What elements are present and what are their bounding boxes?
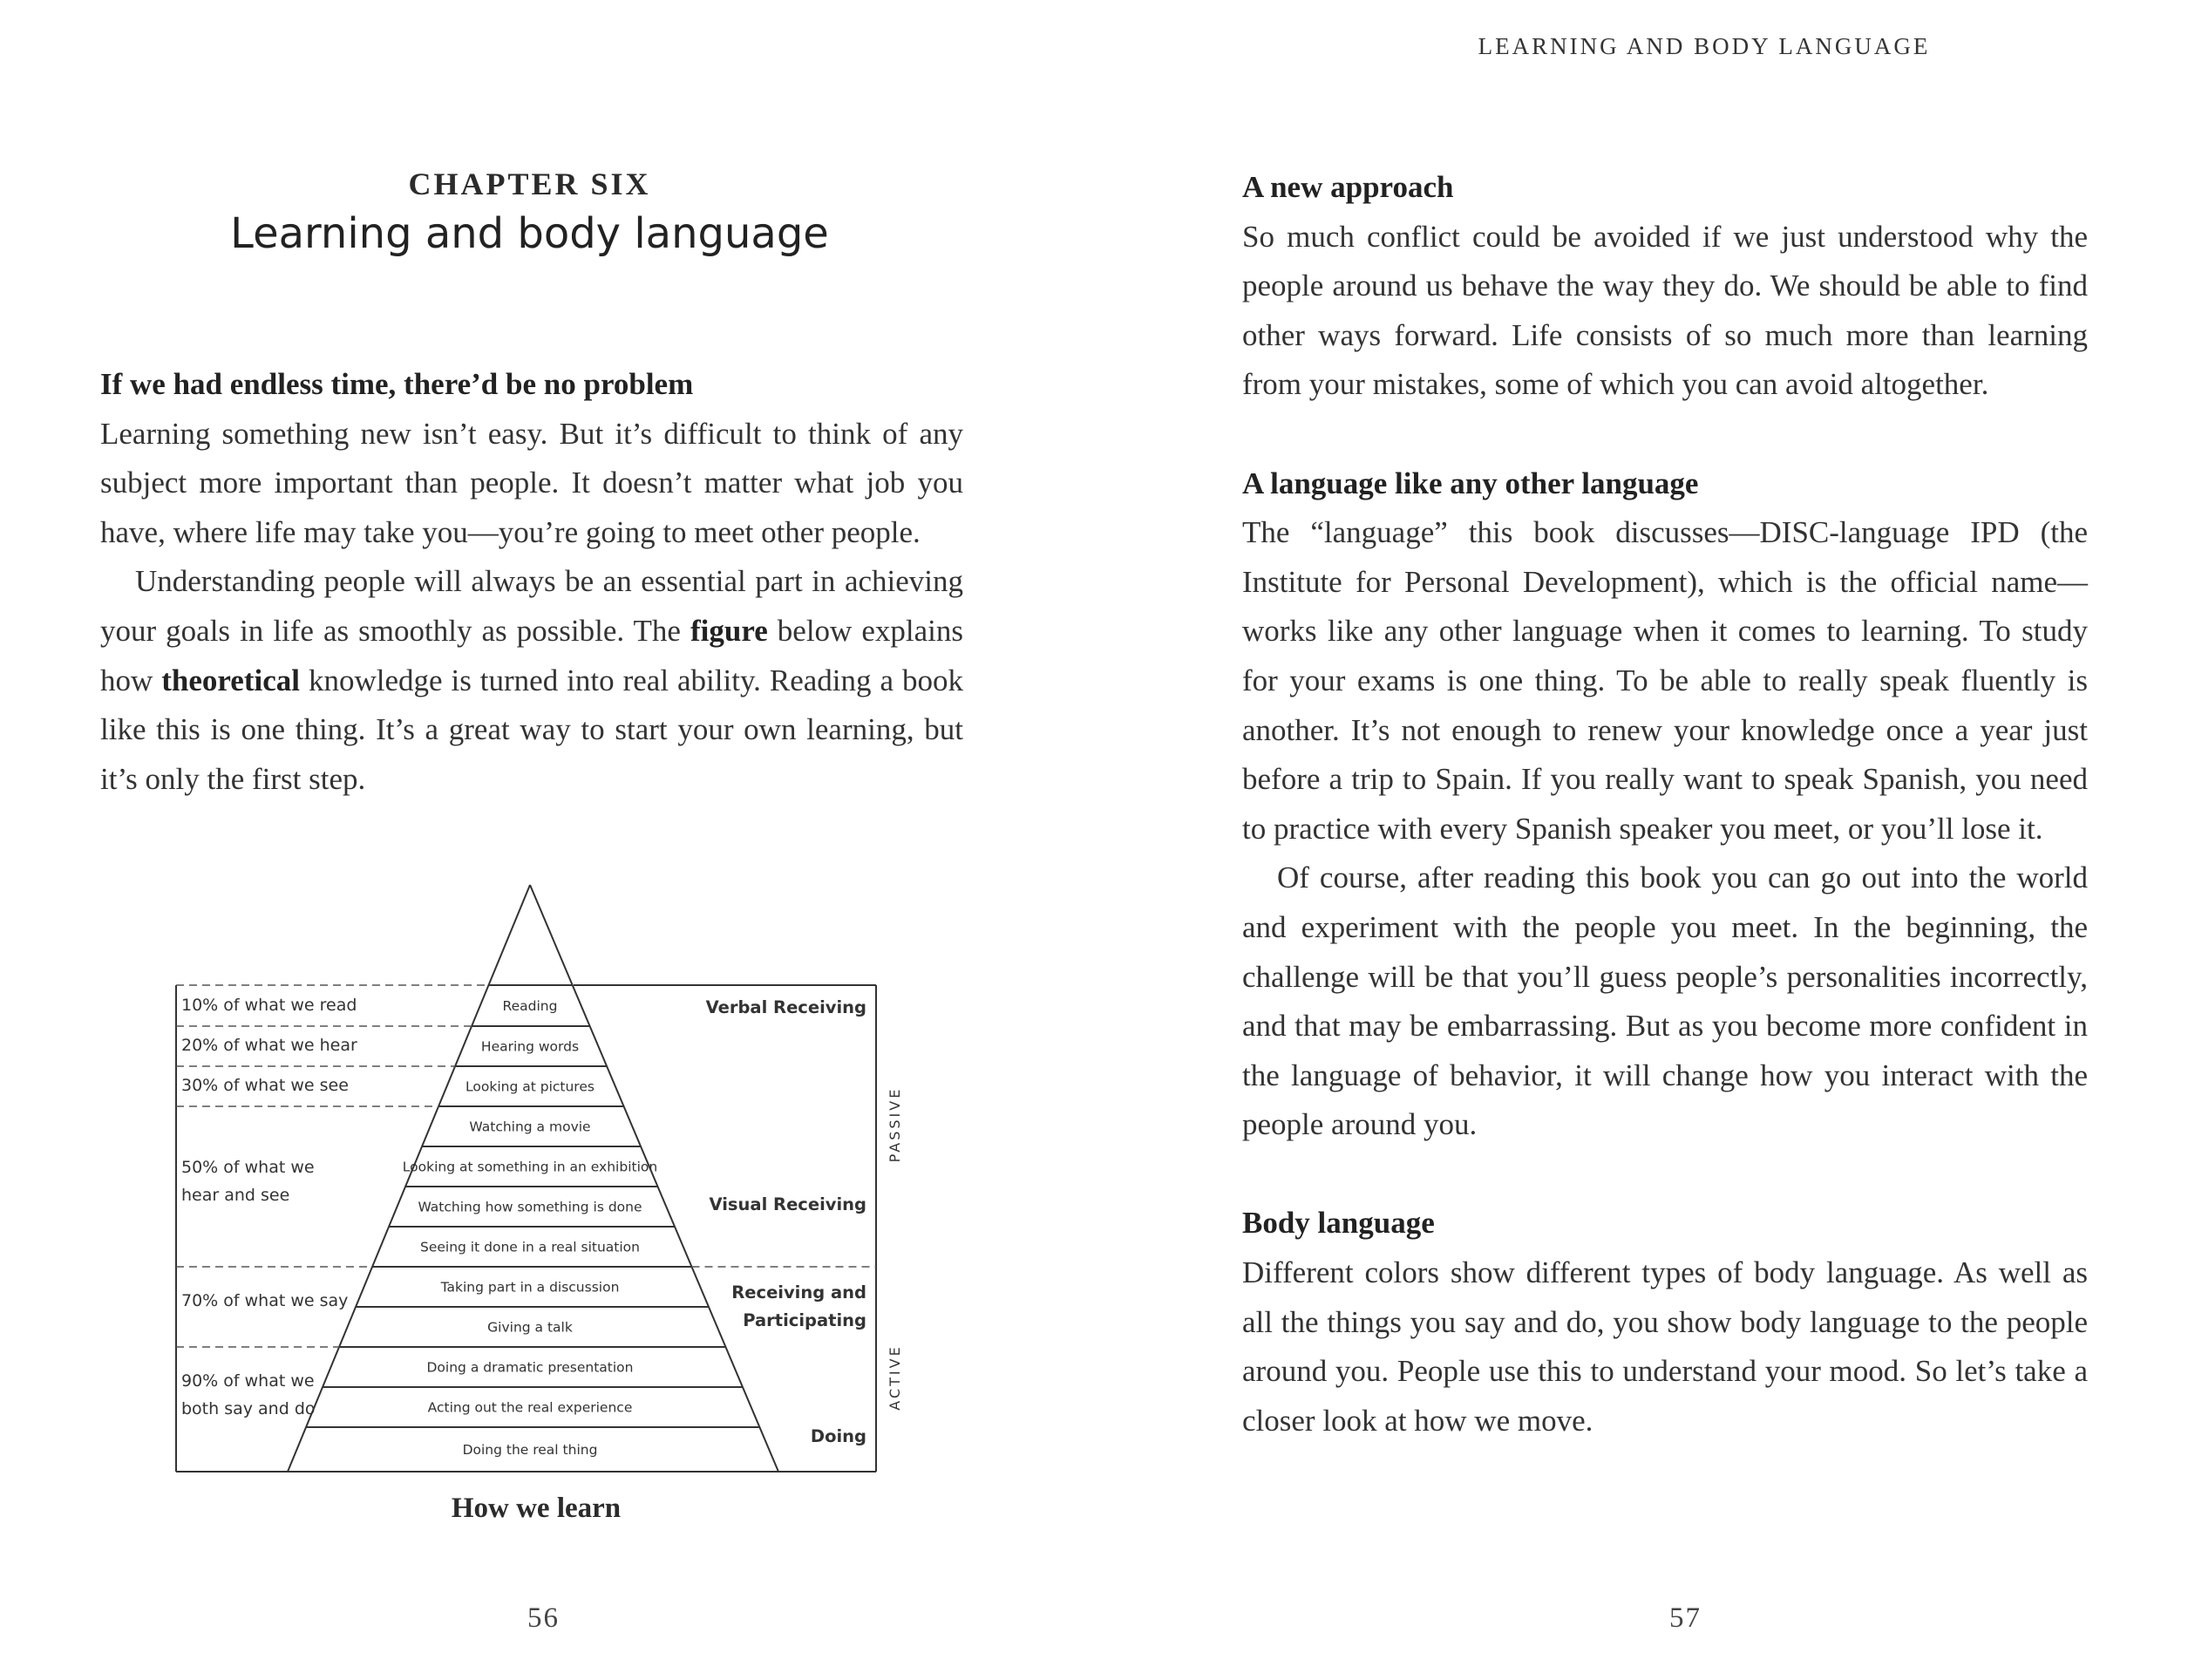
active-label: ACTIVE <box>887 1344 903 1411</box>
retention-label: hear and see <box>181 1186 290 1205</box>
running-head: LEARNING AND BODY LANGUAGE <box>1478 33 1931 59</box>
section-heading-language: A language like any other language <box>1242 466 1699 500</box>
paragraph-disc-language: The “language” this book discusses—DISC-language IPD (the Institute for Personal Development), which is the official name—works like any other language when it comes to learning. To study for your exams is one thing. To be able to really speak fluently is another. It’s not enough to renew your knowledge once a year just before a trip to Spain. If you really want to speak Spanish, you need to practice with every Spanish speaker you meet, or you’ll lose it. <box>1242 515 2088 846</box>
right-body-text <box>1242 163 2088 1445</box>
paragraph-learning: Learning something new isn’t easy. But it’s difficult to think of any subject more important than people. It doesn’t matter what job you have, where life may take you—you’re going to meet other people. <box>100 416 963 549</box>
pyramid-level-label: Doing a dramatic presentation <box>426 1359 634 1376</box>
paragraph-colors: Different colors show different types of body language. As well as all the things you say and do, you show body language to the people around you. People use this to understand your mood. So let’s take a closer look at how we move. <box>1242 1255 2088 1438</box>
pyramid-level-label: Taking part in a discussion <box>440 1279 620 1296</box>
paragraph-text: below explains how <box>100 613 963 697</box>
pyramid-level-label: Looking at pictures <box>465 1078 595 1095</box>
chapter-number: CHAPTER SIX <box>408 167 651 201</box>
paragraph-understanding <box>100 557 963 804</box>
retention-label: 20% of what we hear <box>181 1036 357 1055</box>
learning-category-label: Verbal Receiving <box>705 997 866 1017</box>
pyramid-level-label: Giving a talk <box>487 1319 573 1336</box>
pyramid-right-edge <box>530 885 778 1472</box>
learning-category-label: Receiving and <box>731 1282 866 1303</box>
pyramid-level-label: Watching a movie <box>469 1119 591 1135</box>
learning-pyramid-diagram <box>170 876 920 1486</box>
paragraph-text: Understanding people will always be an essential part in achieving your goals in life as smoothly as possible. The <box>100 564 963 648</box>
pyramid-level-label: Seeing it done in a real situation <box>420 1239 640 1255</box>
chapter-title: Learning and body language <box>230 209 829 258</box>
learning-category-label: Visual Receiving <box>709 1194 866 1214</box>
pyramid-level-label: Looking at something in an exhibition <box>402 1159 658 1175</box>
retention-label: 70% of what we say <box>181 1291 349 1310</box>
retention-label: 50% of what we <box>181 1158 315 1177</box>
pyramid-level-label: Hearing words <box>480 1038 580 1055</box>
section-heading-body-language: Body language <box>1242 1206 1435 1241</box>
passive-label: PASSIVE <box>887 1086 903 1163</box>
learning-category-label: Doing <box>810 1426 866 1446</box>
section-spacer <box>1242 410 2088 459</box>
section-spacer <box>1242 1150 2088 1200</box>
paragraph-of-course: Of course, after reading this book you can go out into the world and experiment with the people you meet. In the beginning, the challenge will be that you’ll guess people’s personalities incorrectly, and that may be embarrassing. But as you become more confident in the language of behavior, it will change how you interact with the people around you. <box>1242 860 2088 1142</box>
retention-label: 30% of what we see <box>181 1076 349 1095</box>
retention-label: 90% of what we <box>181 1371 315 1391</box>
retention-label: both say and do <box>181 1399 316 1418</box>
pyramid-level-label: Acting out the real experience <box>427 1399 633 1416</box>
pyramid-level-label: Doing the real thing <box>462 1442 598 1458</box>
left-body-text <box>100 360 963 804</box>
page-number-left: 56 <box>527 1602 560 1634</box>
page-number-right: 57 <box>1669 1602 1702 1634</box>
section-heading-endless-time: If we had endless time, there’d be no problem <box>100 367 694 401</box>
bold-word-figure: figure <box>690 613 768 648</box>
section-heading-new-approach: A new approach <box>1242 170 1454 204</box>
bold-word-theoretical: theoretical <box>161 663 300 697</box>
pyramid-level-label: Watching how something is done <box>418 1199 642 1215</box>
paragraph-text: knowledge is turned into real ability. Reading a book like this is one thing. It’s a great way to start your own learning, but it’s only the first step. <box>100 663 963 796</box>
paragraph-conflict: So much conflict could be avoided if we just understood why the people around us behave the way they do. We should be able to find other ways forward. Life consists of so much more than learning from your mistakes, some of which you can avoid altogether. <box>1242 219 2088 402</box>
learning-category-label: Participating <box>743 1310 866 1330</box>
pyramid-left-edge <box>288 885 530 1472</box>
right-page <box>1094 0 2188 1680</box>
pyramid-level-label: Reading <box>502 998 558 1014</box>
retention-label: 10% of what we read <box>181 996 357 1015</box>
figure-caption: How we learn <box>451 1493 622 1524</box>
